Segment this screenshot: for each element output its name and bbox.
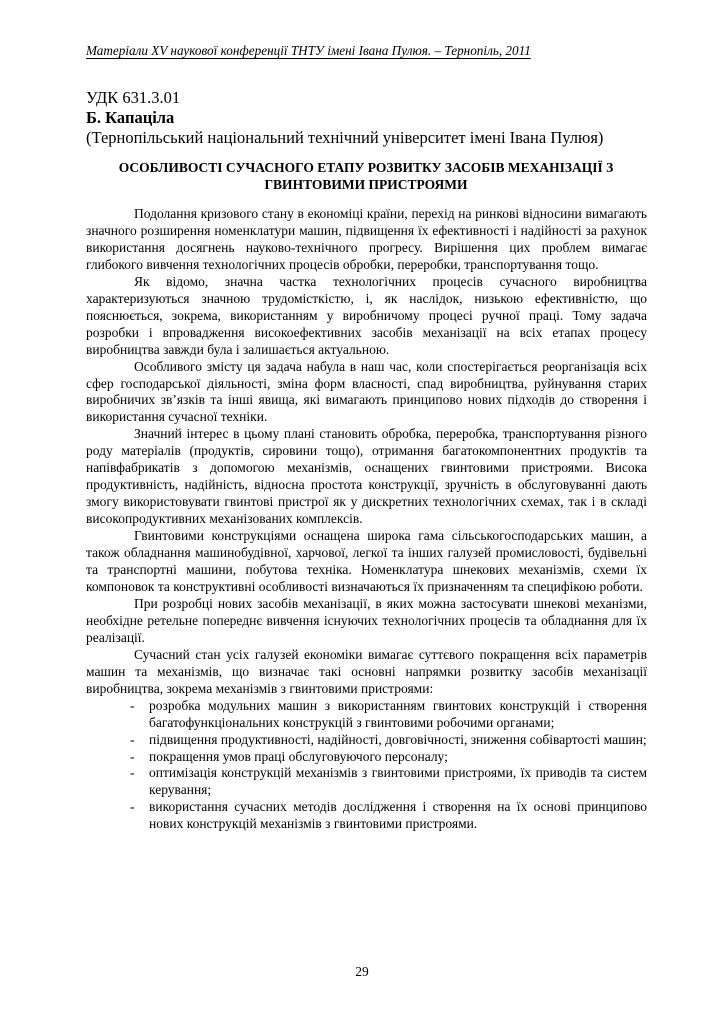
paragraph: Особливого змісту ця задача набула в наш час, коли спостерігається реорганізація всіх сфер господарської діяльності, зміна форм власності, спад виробництва, руйнування старих виробничих зв’язків та інші явища, які вимагають принципово нових підходів до створення і використання сучасної техніки. xyxy=(86,358,647,425)
list-item-text: розробка модульних машин з використанням гвинтових конструкцій і створення багатофункціональних конструкцій з гвинтовими робочими органами; xyxy=(149,697,647,730)
paragraph: Гвинтовими конструкціями оснащена широка гама сільськогосподарських машин, а також обладнання машинобудівної, харчової, легкої та інших галузей промисловості, будівельні та транспортні машини, побутова техніка. Номенклатура шнекових механізмів, схеми їх компоновок та конструктивні особливості визначаються їх призначенням та специфікою роботи. xyxy=(86,528,647,594)
list-bullet: - xyxy=(130,697,135,713)
paragraph: Сучасний стан усіх галузей економіки вимагає суттєвого покращення всіх параметрів машин та механізмів, що визначає такі основні напрямки розвитку засобів механізації виробництва, зокрема механізмів з гвинтовими пристроями: xyxy=(86,646,647,696)
paragraph: Подолання кризового стану в економіці країни, перехід на ринкові відносини вимагають значного розширення номенклатури машин, підвищення їх ефективності і надійності за рахунок використання досягнень науково-технічного прогресу. Вирішення цих проблем вимагає глибокого вивчення технологічних процесів обробки, переробки, транспортування тощо. xyxy=(86,206,647,272)
list-bullet: - xyxy=(130,799,135,815)
article-body xyxy=(86,206,647,833)
paragraph: Значний інтерес в цьому плані становить обробка, переробка, транспортування різного роду матеріалів (продуктів, сировини тощо), отримання багатокомпонентних продуктів та напівфабрикатів з допомогою механізмів, оснащених гвинтовими пристроями. Висока продуктивність, надійність, відносна простота конструкції, зручність в обслуговуванні дають змогу використовувати гвинтові пристрої як у дискретних технологічних схемах, так і в складі високопродуктивних механізованих комплексів. xyxy=(86,426,647,527)
author-affiliation: (Тернопільський національний технічний університет імені Івана Пулюя) xyxy=(86,128,604,147)
list-item xyxy=(86,698,647,732)
list-item xyxy=(86,732,647,749)
list-item xyxy=(86,799,647,833)
list-item xyxy=(86,765,647,799)
list-item-text: покращення умов праці обслуговуючого персоналу; xyxy=(149,748,448,764)
udc-code: УДК 631.3.01 xyxy=(86,88,181,107)
author-name: Б. Капаціла xyxy=(86,108,175,127)
list-bullet: - xyxy=(130,748,135,764)
page-number: 29 xyxy=(355,964,369,979)
paragraph: При розробці нових засобів механізації, в яких можна застосувати шнекові механізми, необхідне ретельне попереднє вивчення існуючих технологічних процесів та обладнання для їх реалізації. xyxy=(86,595,647,645)
list-item-text: використання сучасних методів дослідження і створення на їх основі принципово нових конструкцій механізмів з гвинтовими пристроями. xyxy=(149,799,647,832)
list-bullet: - xyxy=(130,765,135,781)
list-item-text: підвищення продуктивності, надійності, довговічності, зниження собівартості машин; xyxy=(149,731,647,747)
article-title: ОСОБЛИВОСТІ СУЧАСНОГО ЕТАПУ РОЗВИТКУ ЗАСОБІВ МЕХАНІЗАЦІЇ З ГВИНТОВИМИ ПРИСТРОЯМИ xyxy=(118,160,614,192)
paragraph: Як відомо, значна частка технологічних процесів сучасного виробництва характеризуються значною трудомісткістю, і, як наслідок, низькою ефективністю, що пояснюється, зокрема, використанням у виробничому процесі ручної праці. Тому задача розробки і впровадження високоефективних засобів механізації на всіх етапах процесу виробництва завжди була і залишається актуальною. xyxy=(86,273,647,357)
development-directions-list xyxy=(86,698,647,834)
list-item-text: оптимізація конструкцій механізмів з гвинтовими пристроями, їх приводів та систем керування; xyxy=(149,765,647,798)
list-item xyxy=(86,749,647,766)
running-header: Матеріали XV наукової конференції ТНТУ імені Івана Пулюя. – Тернопіль, 2011 xyxy=(86,43,531,58)
list-bullet: - xyxy=(130,731,135,747)
